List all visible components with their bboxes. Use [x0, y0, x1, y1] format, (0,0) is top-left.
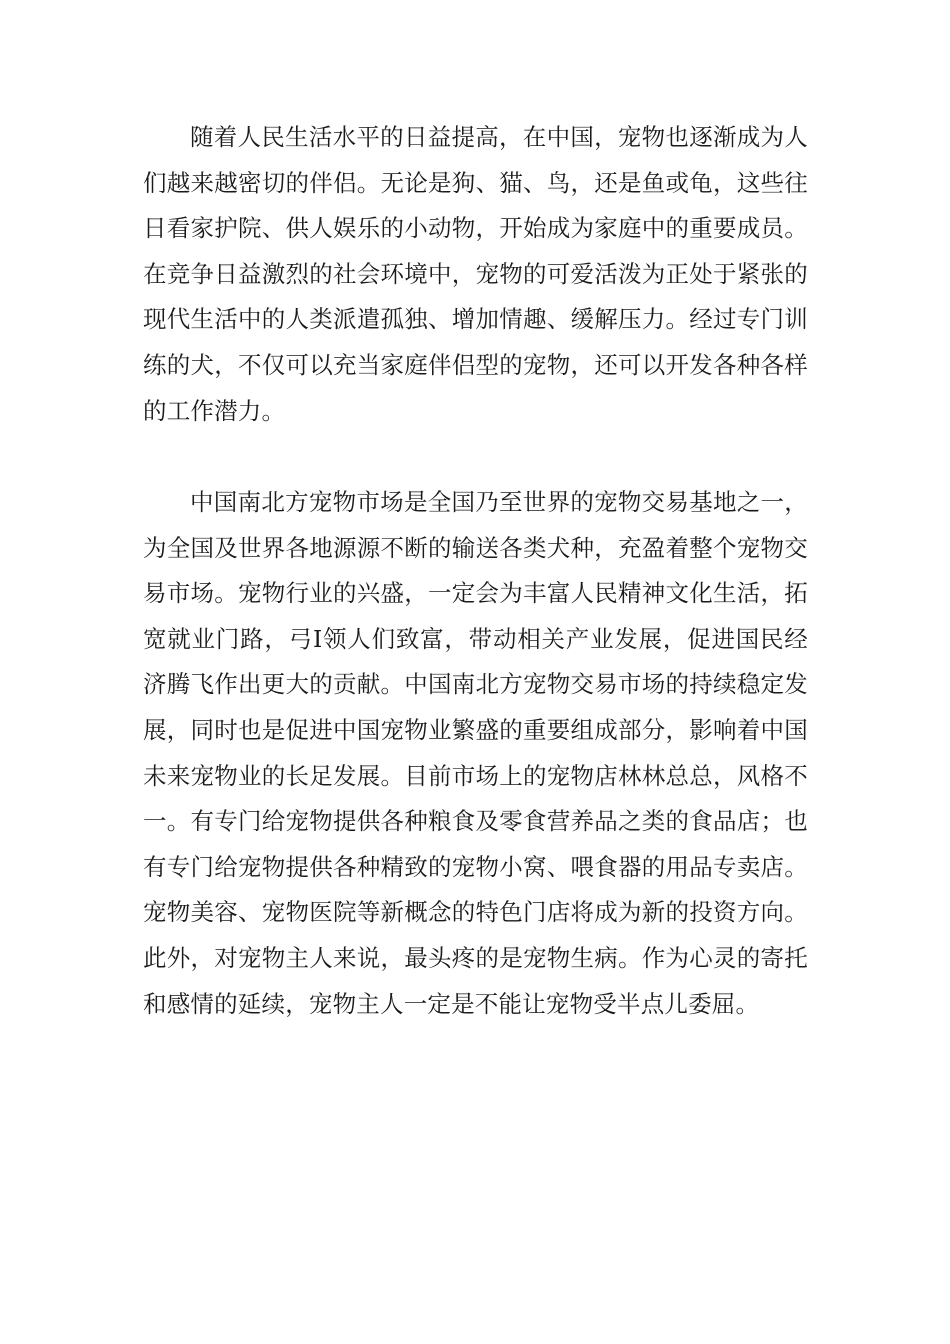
paragraph-2: 中国南北方宠物市场是全国乃至世界的宠物交易基地之一，为全国及世界各地源源不断的输送各类犬种，充盈着整个宠物交易市场。宠物行业的兴盛，一定会为丰富人民精神文化生活，拓宽就业门路，弓I领人们致富，带动相关产业发展，促进国民经济腾飞作出更大的贡献。中国南北方宠物交易市场的持续稳定发展，同时也是促进中国宠物业繁盛的重要组成部分，影响着中国未来宠物业的长足发展。目前市场上的宠物店林林总总，风格不一。有专门给宠物提供各种粮食及零食营养品之类的食品店；也有专门给宠物提供各种精致的宠物小窝、喂食器的用品专卖店。宠物美容、宠物医院等新概念的特色门店将成为新的投资方向。此外，对宠物主人来说，最头疼的是宠物生病。作为心灵的寄托和感情的延续，宠物主人一定是不能让宠物受半点儿委屈。	[143, 488, 808, 1018]
paragraph-1: 随着人民生活水平的日益提高，在中国，宠物也逐渐成为人们越来越密切的伴侣。无论是狗、猫、鸟，还是鱼或龟，这些往日看家护院、供人娱乐的小动物，开始成为家庭中的重要成员。在竞争日益激烈的社会环境中，宠物的可爱活泼为正处于紧张的现代生活中的人类派遣孤独、增加情趣、缓解压力。经过专门训练的犬，不仅可以充当家庭伴侣型的宠物，还可以开发各种各样的工作潜力。	[143, 123, 808, 425]
